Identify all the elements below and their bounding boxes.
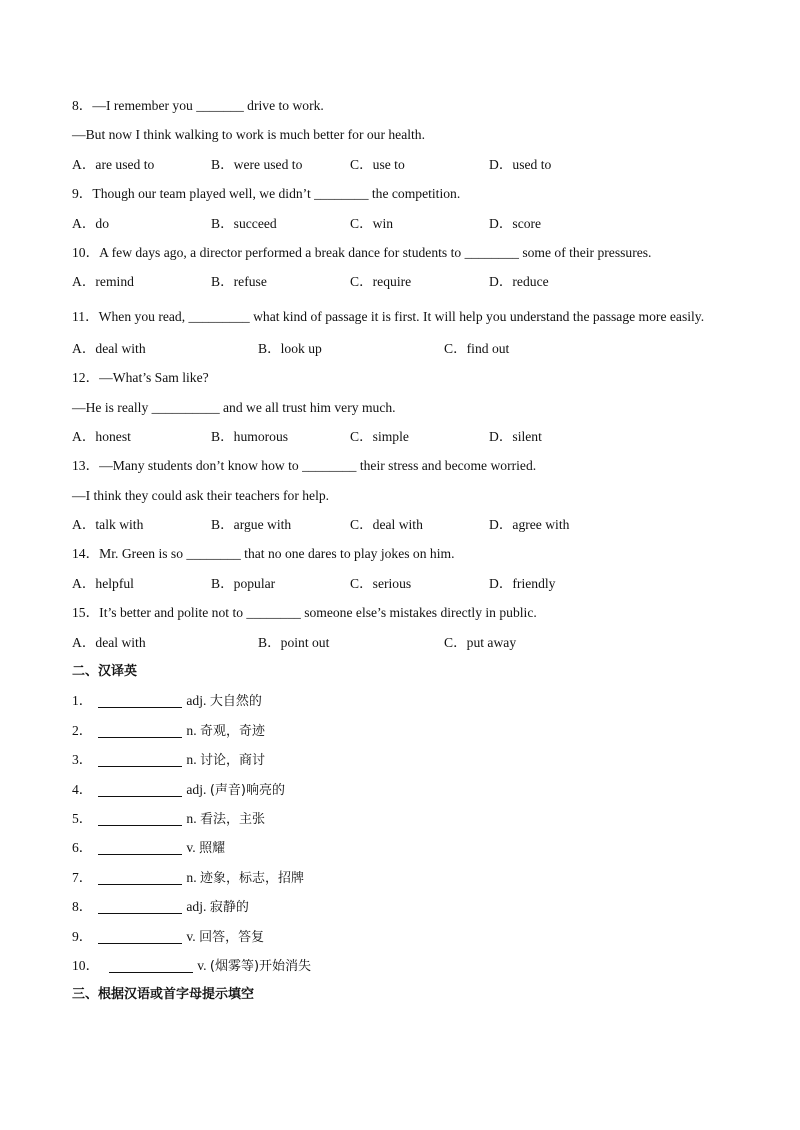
answer-blank[interactable] [109,958,193,973]
vocab-item [72,779,728,808]
part-of-speech: n. [186,810,197,826]
question-9: 9．Though our team played well, we didn’t ________ the competition. [72,186,461,202]
option-d: D．silent [489,428,542,444]
option-c: C．find out [444,340,510,356]
option-a: A．remind [72,274,134,290]
part-of-speech: v. [186,928,196,944]
answer-blank[interactable] [98,840,182,855]
option-d: D．agree with [489,517,570,533]
question-10: 10．A few days ago, a director performed a break dance for students to ________ some of their pressures. [72,244,652,260]
option-c: C．use to [350,156,405,172]
option-c: C．simple [350,428,409,444]
answer-blank[interactable] [98,870,182,885]
question-13-reply: —I think they could ask their teachers for help. [72,487,330,503]
vocab-number: 1． [72,693,93,709]
option-d: D．used to [489,156,552,172]
part-of-speech: v. [197,957,207,973]
chinese-meaning: 看法，主张 [200,811,266,827]
answer-blank[interactable] [98,929,182,944]
vocab-number: 9． [72,928,93,944]
option-c: C．deal with [350,517,423,533]
answer-blank[interactable] [98,693,182,708]
chinese-meaning: (烟雾等)开始消失 [209,958,312,974]
vocab-number: 8． [72,899,93,915]
question-9-options [72,213,728,242]
part-of-speech: adj. [186,693,207,709]
question-14: 14．Mr. Green is so ________ that no one dares to play jokes on him. [72,546,455,562]
chinese-meaning: 讨论，商讨 [200,753,266,769]
option-c: C．put away [444,634,517,650]
option-b: B．argue with [211,517,292,533]
chinese-meaning: 大自然的 [209,694,262,710]
question-11-options [72,338,728,367]
answer-blank[interactable] [98,899,182,914]
part-of-speech: n. [186,722,197,738]
vocab-item [72,926,728,955]
answer-blank[interactable] [98,752,182,767]
chinese-meaning: 迹象，标志，招牌 [200,870,305,886]
vocab-number: 6． [72,840,93,856]
vocab-list [72,690,728,984]
option-d: D．reduce [489,274,549,290]
chinese-meaning: 寂静的 [209,900,249,916]
question-14-options [72,573,728,602]
vocab-number: 3． [72,752,93,768]
option-b: B．point out [258,634,330,650]
option-a: A．helpful [72,575,134,591]
question-12-options [72,426,728,455]
vocab-item [72,690,728,719]
option-a: A．talk with [72,517,144,533]
question-13: 13．—Many students don’t know how to ________ their stress and become worried. [72,458,537,474]
option-c: C．win [350,215,394,231]
option-d: D．friendly [489,575,556,591]
section-3-heading: 三、根据汉语或首字母提示填空 [72,987,255,1003]
vocab-item [72,749,728,778]
option-b: B．popular [211,575,276,591]
vocab-item [72,720,728,749]
answer-blank[interactable] [98,723,182,738]
question-8-options [72,154,728,183]
part-of-speech: adj. [186,781,207,797]
option-a: A．do [72,215,110,231]
option-b: B．refuse [211,274,267,290]
question-8: 8．—I remember you _______ drive to work. [72,98,324,113]
part-of-speech: n. [186,752,197,768]
question-15: 15．It’s better and polite not to ________ someone else’s mistakes directly in public. [72,605,537,621]
answer-blank[interactable] [98,811,182,826]
vocab-item [72,808,728,837]
vocab-number: 2． [72,722,93,738]
option-d: D．score [489,215,542,231]
chinese-meaning: (声音)响亮的 [209,782,285,798]
question-12: 12．—What’s Sam like? [72,370,209,386]
question-15-options [72,632,728,661]
option-c: C．serious [350,575,412,591]
chinese-meaning: 回答，答复 [199,929,265,945]
option-c: C．require [350,274,412,290]
answer-blank[interactable] [98,782,182,797]
part-of-speech: v. [186,840,196,856]
vocab-item [72,896,728,925]
chinese-meaning: 照耀 [199,841,226,857]
option-a: A．are used to [72,156,155,172]
option-a: A．deal with [72,634,146,650]
question-13-options [72,514,728,543]
vocab-number: 4． [72,781,93,797]
vocab-number: 5． [72,810,93,826]
option-a: A．honest [72,428,131,444]
question-12-reply: —He is really __________ and we all trust him very much. [72,399,396,415]
question-10-options [72,271,728,300]
worksheet-page [72,95,728,1014]
vocab-number: 7． [72,869,93,885]
option-b: B．succeed [211,215,277,231]
section-2-heading: 二、汉译英 [72,664,138,680]
vocab-item [72,837,728,866]
part-of-speech: n. [186,869,197,885]
question-11: 11．When you read, _________ what kind of passage it is first. It will help you understand the passage more easily. [72,308,705,324]
option-b: B．humorous [211,428,289,444]
option-b: B．look up [258,340,322,356]
vocab-item [72,867,728,896]
chinese-meaning: 奇观，奇迹 [200,723,266,739]
vocab-number: 10． [72,957,100,973]
part-of-speech: adj. [186,899,207,915]
option-a: A．deal with [72,340,146,356]
option-b: B．were used to [211,156,303,172]
vocab-item [72,955,728,984]
question-8-reply: —But now I think walking to work is much better for our health. [72,127,425,143]
